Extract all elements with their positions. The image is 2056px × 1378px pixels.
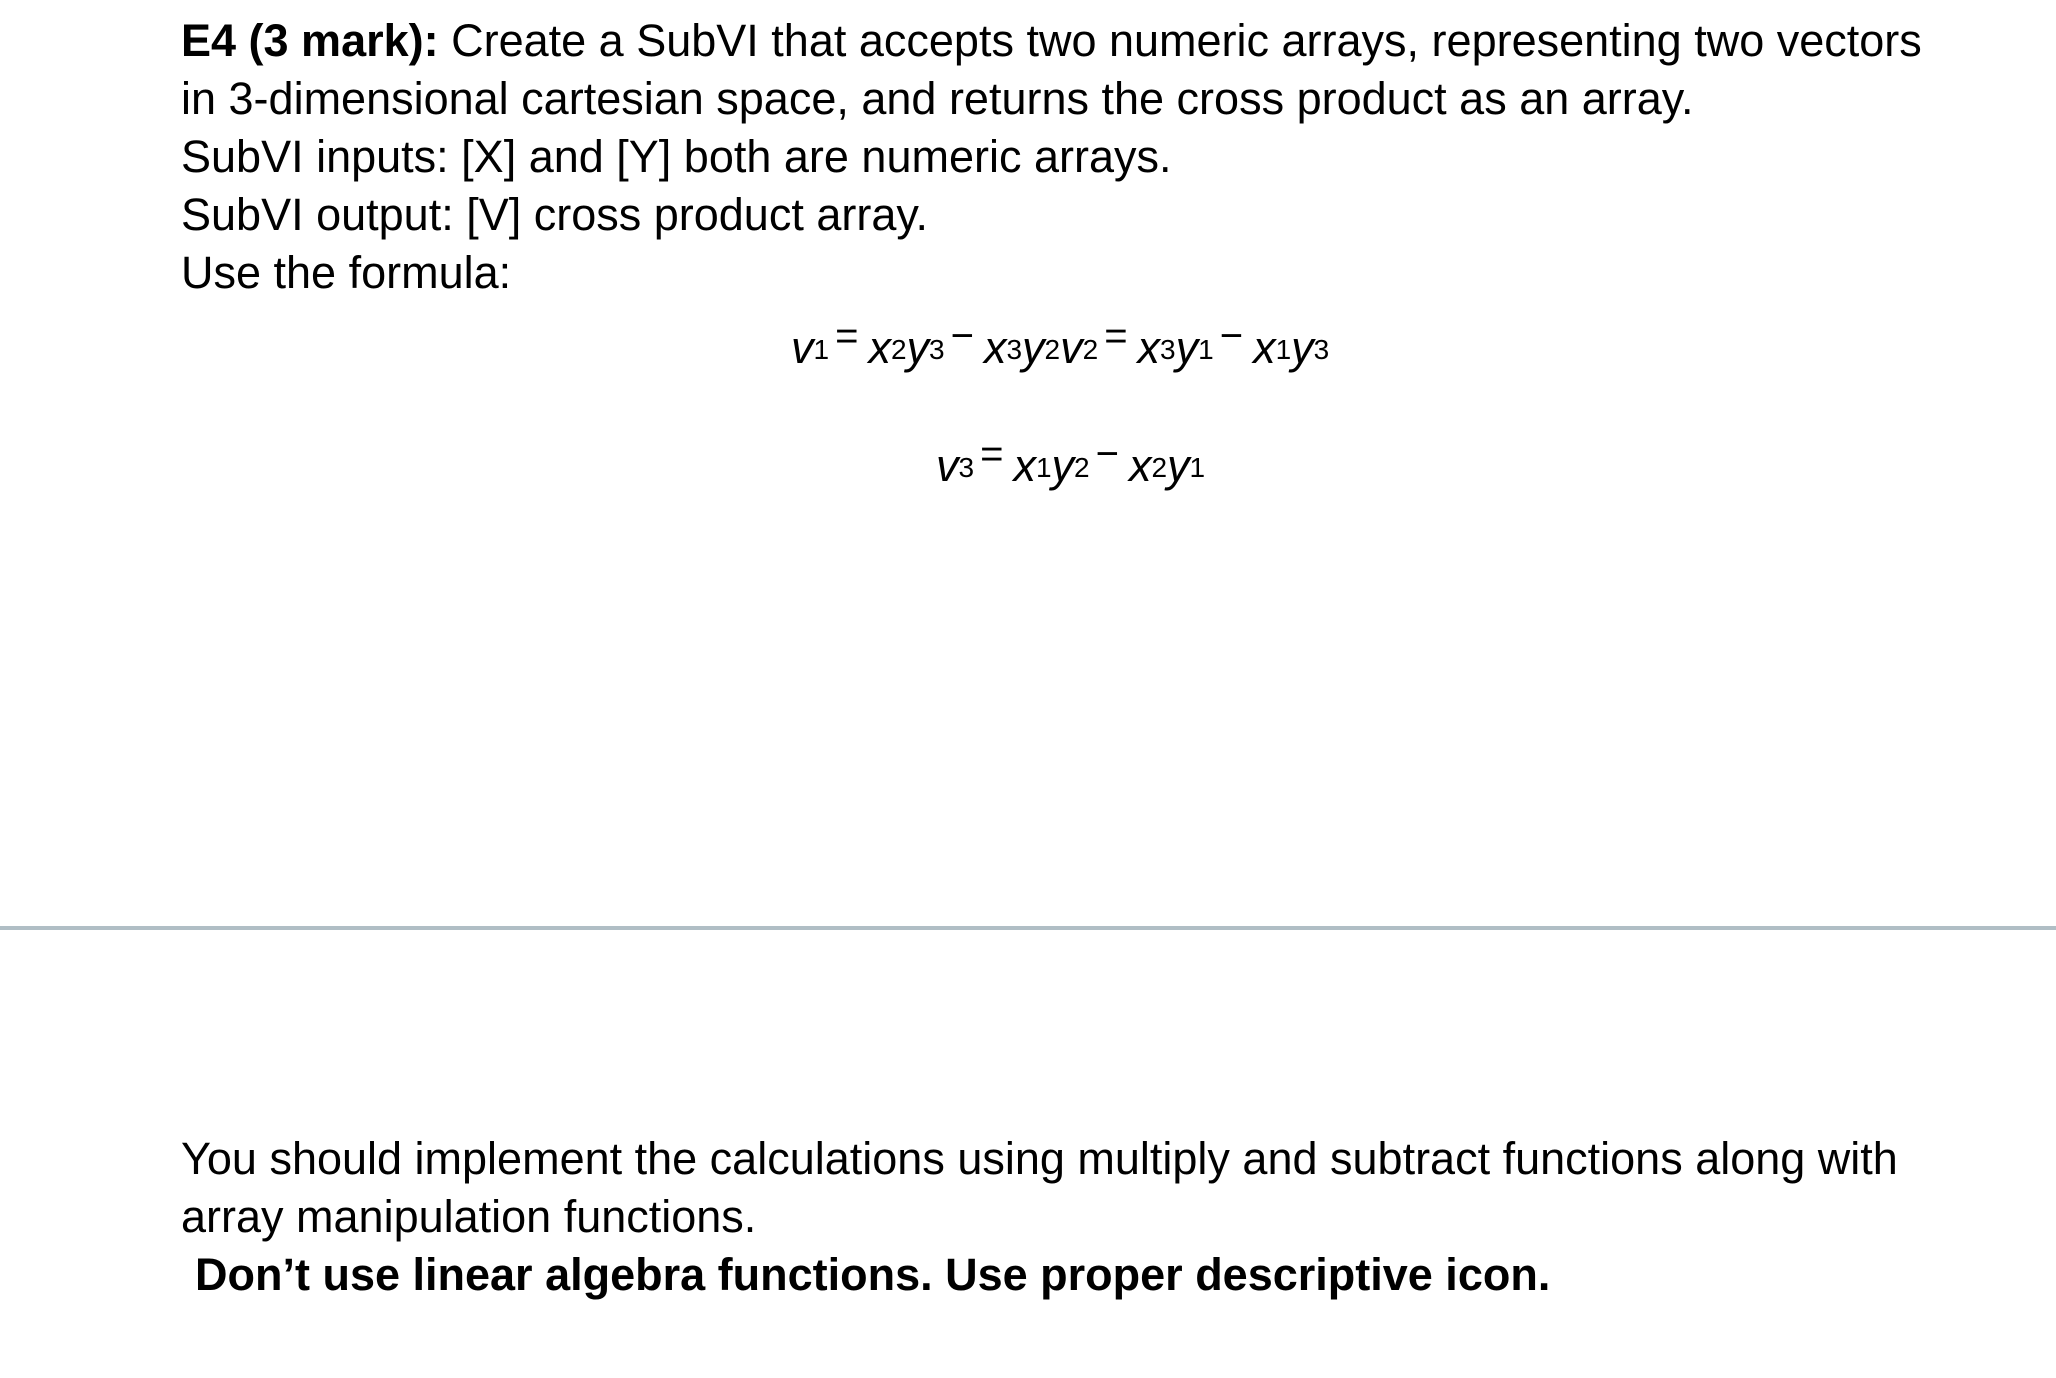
minus-sign: − — [1095, 432, 1119, 476]
section-divider — [0, 926, 2056, 930]
term-x2: x2 — [1128, 440, 1168, 491]
term-v3: v3 — [936, 440, 975, 491]
question-line-2: in 3-dimensional cartesian space, and returns the cross product as an array. — [181, 73, 1694, 124]
term-y1: y1 — [1167, 440, 1206, 491]
formula-line-1 — [791, 314, 1330, 384]
question-line-4: SubVI output: [V] cross product array. — [181, 189, 929, 240]
minus-sign: − — [950, 314, 974, 358]
term-y3: y3 — [906, 322, 945, 373]
equals-sign: = — [1104, 314, 1128, 358]
notes-line-1: You should implement the calculations using multiply and subtract functions along with — [181, 1133, 1898, 1184]
term-x3: x3 — [983, 322, 1023, 373]
term-y3: y3 — [1291, 322, 1330, 373]
notes-warning: Don’t use linear algebra functions. Use proper descriptive icon. — [195, 1249, 1551, 1300]
question-line-1 — [181, 12, 2041, 70]
equals-sign: = — [980, 432, 1004, 476]
term-y2: y2 — [1022, 322, 1061, 373]
term-y2: y2 — [1051, 440, 1090, 491]
equals-sign: = — [835, 314, 859, 358]
question-line-5: Use the formula: — [181, 247, 512, 298]
minus-sign: − — [1219, 314, 1244, 358]
term-x2: x2 — [868, 322, 907, 373]
term-v1: v1 — [791, 322, 830, 373]
question-block — [181, 12, 2041, 302]
term-x3: x3 — [1137, 322, 1176, 373]
term-x1: x1 — [1013, 440, 1052, 491]
term-x1: x1 — [1253, 322, 1292, 373]
formula-line-2 — [936, 432, 1206, 502]
question-line-3: SubVI inputs: [X] and [Y] both are numeric arrays. — [181, 131, 1172, 182]
question-line-1-text: Create a SubVI that accepts two numeric arrays, representing two vectors — [438, 15, 1922, 66]
term-y1: y1 — [1175, 322, 1214, 373]
question-label: E4 (3 mark): — [181, 15, 439, 66]
term-v2: v2 — [1060, 322, 1099, 373]
notes-block — [181, 1130, 2041, 1304]
notes-line-2: array manipulation functions. — [181, 1191, 757, 1242]
